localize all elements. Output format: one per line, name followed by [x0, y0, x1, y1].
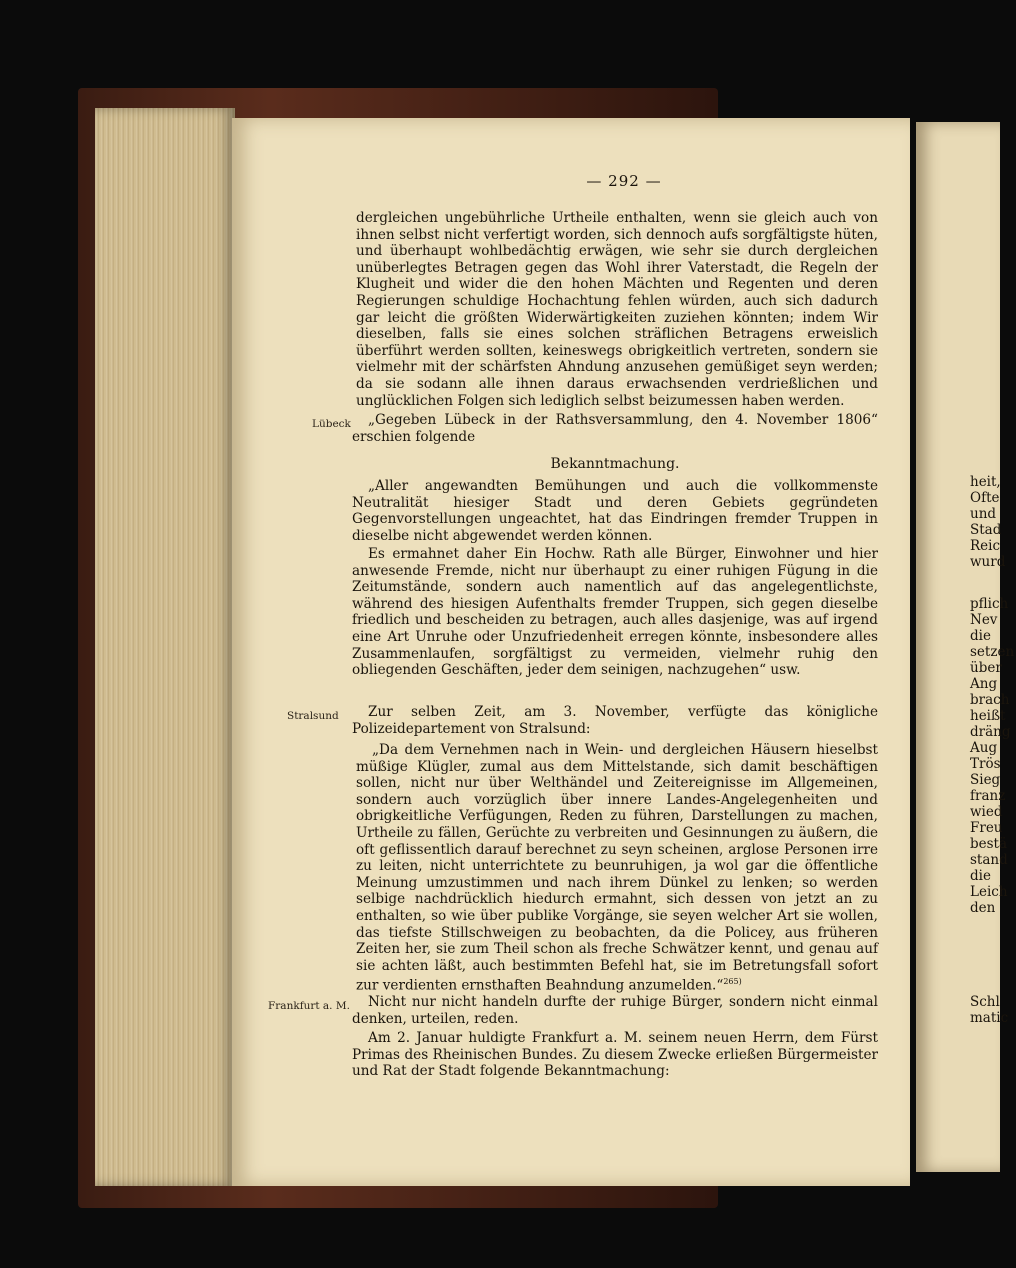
facing-text: die	[970, 628, 991, 644]
facing-text: Aug	[970, 740, 998, 756]
facing-text: franz	[970, 788, 1006, 804]
section-heading: Bekanntmachung.	[550, 456, 680, 472]
facing-text: stand	[970, 852, 1008, 868]
facing-text: matic	[970, 1010, 1009, 1026]
facing-text: die	[970, 868, 991, 884]
facing-text: Sieg	[970, 772, 1001, 788]
facing-text: setzen	[970, 644, 1015, 660]
facing-text: Trös	[970, 756, 1001, 772]
paragraph-frankfurt: Am 2. Januar huldigte Frankfurt a. M. seinem neuen Herrn, dem Fürst Primas des Rheinischen Bundes. Zu diesem Zwecke erließen Bürgermeister und Rat der Stadt folgende Bekanntmachung:	[352, 1030, 878, 1080]
facing-text: den	[970, 900, 996, 916]
facing-page-fragment	[916, 122, 1015, 1172]
facing-text: Schl	[970, 994, 1000, 1010]
facing-text: Ofte	[970, 490, 1000, 506]
footnote-reference: 265)	[723, 977, 742, 987]
facing-text: heit,	[970, 474, 1001, 490]
facing-text: pflich	[970, 596, 1009, 612]
facing-text: wurd	[970, 554, 1006, 570]
paragraph-stralsund: Zur selben Zeit, am 3. November, verfügte das königliche Polizeidepartement von Stralsund:	[352, 704, 878, 737]
margin-note-stralsund: Stralsund	[287, 710, 339, 722]
facing-text: bestä	[970, 836, 1008, 852]
page-number: — 292 —	[586, 172, 662, 190]
paragraph-luebeck-date: „Gegeben Lübeck in der Rathsversammlung, den 4. November 1806“ erschien folgende	[352, 412, 878, 445]
facing-text: über	[970, 660, 1002, 676]
facing-text: Ang	[970, 676, 998, 692]
facing-text: Stad	[970, 522, 1002, 538]
facing-text: Leich	[970, 884, 1008, 900]
paragraph-proclamation-2: Es ermahnet daher Ein Hochw. Rath alle Bürger, Einwohner und hier anwesende Fremde, nicht nur überhaupt zu einer ruhigen Fügung in die Zeitumstände, sondern auch namentlich auf das angelegentlichste, während des hiesigen Aufenthalts fremder Truppen, sich gegen dieselbe friedlich und bescheiden zu betragen, auch alles dasjenige, was auf irgend eine Art Unruhe oder Unzufriedenheit erregen könnte, insbesondere alles Zusammenlaufen, sorgfältigst zu vermeiden, vielmehr ruhig den obliegenden Geschäften, jeder dem seinigen, nachzugehen“ usw.	[352, 546, 878, 679]
facing-text: Freu	[970, 820, 1003, 836]
facing-text: heißt	[970, 708, 1006, 724]
facing-text: und	[970, 506, 997, 522]
paragraph-continuation: dergleichen ungebührliche Urtheile enthalten, wenn sie gleich auch von ihnen selbst nicht verfertigt worden, sich dennoch aufs sorgfältigste hüten, und überhaupt wohlbedächtig erwägen, wie sehr sie durch dergleichen unüberlegtes Betragen gegen das Wohl ihrer Vaterstadt, die Regeln der Klugheit und wider die den hohen Mächten und Regenten und deren Regierungen schuldige Hochachtung fehlen würden, auch sich dadurch gar leicht die größten Widerwärtigkeiten zuziehen könnten; indem Wir dieselben, falls sie eines solchen sträflichen Betragens erweislich überführt werden sollten, keineswegs obrigkeitlich vertreten, sondern sie vielmehr mit der schärfsten Ahndung anzusehen gemüßiget seyn werden; da sie sodann alle ihnen daraus erwachsenden verdrießlichen und unglücklichen Folgen sich lediglich selbst beizumessen haben werden.	[356, 210, 878, 409]
paragraph-comment: Nicht nur nicht handeln durfte der ruhige Bürger, sondern nicht einmal denken, urteilen, reden.	[352, 994, 878, 1027]
facing-text: wied	[970, 804, 1003, 820]
book-page	[232, 118, 910, 1186]
page-edges	[95, 108, 235, 1186]
paragraph-police-decree: „Da dem Vernehmen nach in Wein- und dergleichen Häusern hieselbst müßige Klügler, zumal aus dem Mittelstande, sich damit beschäftigen sollen, nicht nur über Welthändel und Zeitereignisse im Allgemeinen, sondern auch vorzüglich über innere Landes-Angelegenheiten und obrigkeitliche Verfügungen, Reden zu führen, Darstellungen zu machen, Urtheile zu fällen, Gerüchte zu verbreiten und Gesinnungen zu äußern, die oft geflissentlich darauf berechnet zu seyn scheinen, arglose Personen irre zu leiten, nicht unterrichtete zu beunruhigen, ja wol gar die öffentliche Meinung umzustimmen und nach ihrem Dünkel zu lenken; so werden selbige nachdrücklich hiedurch ermahnt, sich dessen von jetzt an zu enthalten, so wie über publike Vorgänge, sie seyen welcher Art sie wollen, das tiefste Stillschweigen zu beobachten, da die Policey, aus früheren Zeiten her, sie zum Theil schon als freche Schwätzer kennt, und genau auf sie achten läßt, auch bestimmten Befehl hat, sie im Betretungsfall sofort zur verdienten ernsthaften Beahndung anzumelden.“$^{265)}$	[356, 742, 878, 994]
margin-note-frankfurt: Frankfurt a. M.	[268, 1000, 350, 1012]
facing-text: brach	[970, 692, 1010, 708]
facing-text: Nev	[970, 612, 998, 628]
paragraph-proclamation-1: „Aller angewandten Bemühungen und auch die vollkommenste Neutralität hiesiger Stadt und deren Gebiets gegründeten Gegenvorstellungen ungeachtet, hat das Eindringen fremder Truppen in dieselbe nicht abgewendet werden können.	[352, 478, 878, 544]
facing-text: dräng	[970, 724, 1011, 740]
facing-text: Reic	[970, 538, 1001, 554]
margin-note-luebeck: Lübeck	[312, 418, 351, 430]
